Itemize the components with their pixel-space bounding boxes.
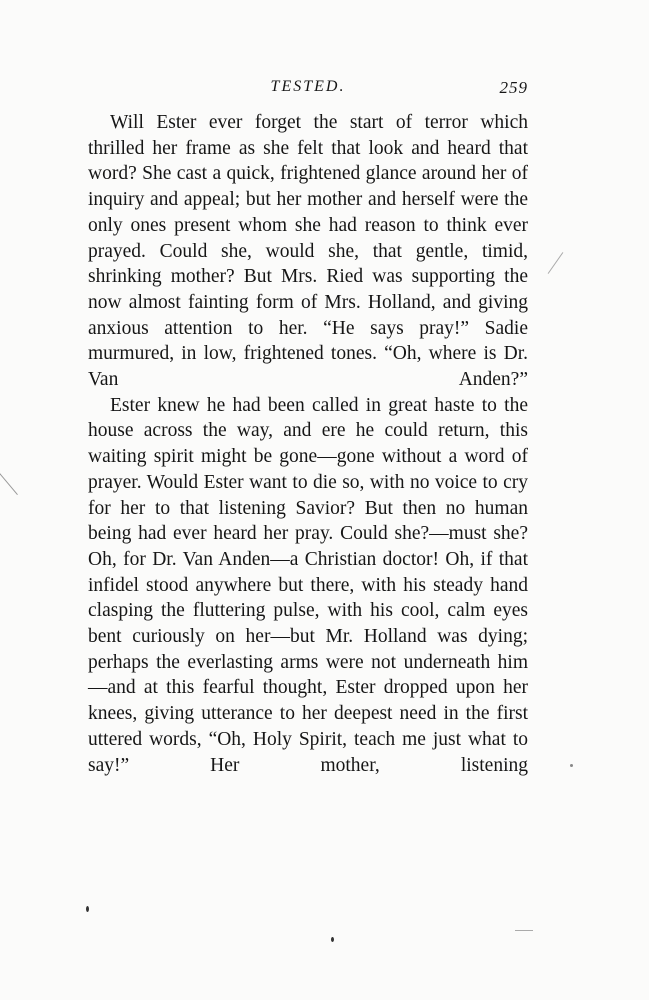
ink-speck	[331, 937, 334, 942]
running-title: TESTED.	[270, 78, 346, 95]
scan-mark	[0, 473, 18, 495]
page-header	[88, 78, 528, 102]
ink-speck	[570, 764, 573, 767]
body-text	[88, 110, 528, 778]
scan-mark	[515, 930, 533, 931]
scan-mark	[548, 252, 564, 274]
paragraph-1: Will Ester ever forget the start of terror which thrilled her frame as she felt that look and heard that word? She cast a quick, frightened glance around her of inquiry and appeal; but her mother and herself were the only ones present whom she had reason to think ever prayed. Could she, would she, that gentle, timid, shrinking mother? But Mrs. Ried was supporting the now almost fainting form of Mrs. Holland, and giving anxious attention to her. “He says pray!” Sadie murmured, in low, frightened tones. “Oh, where is Dr. Van Anden?”	[88, 112, 528, 391]
paragraph-2: Ester knew he had been called in great haste to the house across the way, and ere he could return, this waiting spirit might be gone—gone without a word of prayer. Would Ester want to die so, with no voice to cry for her to that listening Savior? But then no human being had ever heard her pray. Could she?—must she? Oh, for Dr. Van Anden—a Christian doctor! Oh, if that infidel stood anywhere but there, with his steady hand clasping the fluttering pulse, with his cool, calm eyes bent curiously on her—but Mr. Holland was dying; perhaps the everlasting arms were not underneath him—and at this fearful thought, Ester dropped upon her knees, giving utterance to her deepest need in the first uttered words, “Oh, Holy Spirit, teach me just what to say!” Her mother, listening	[88, 394, 528, 776]
page-number: 259	[499, 78, 528, 97]
ink-speck	[86, 906, 89, 912]
